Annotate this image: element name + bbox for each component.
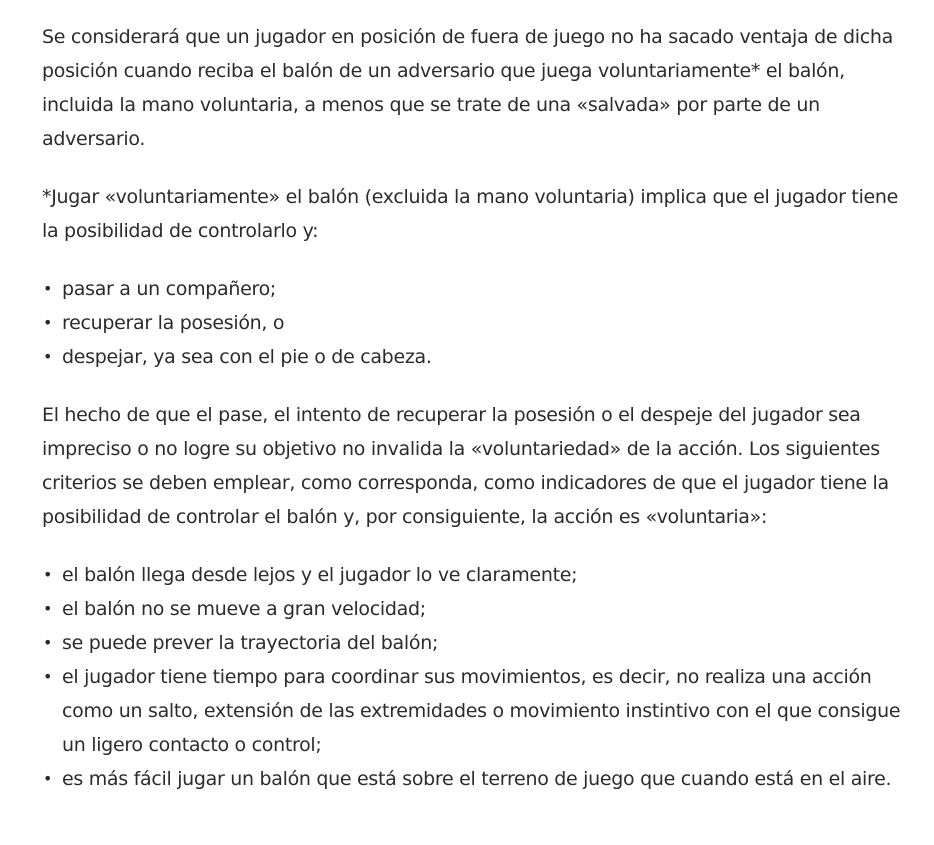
bullet-icon: • <box>43 313 53 332</box>
article-body <box>42 20 902 820</box>
list-item <box>42 660 902 762</box>
voluntary-criteria-list <box>42 558 902 796</box>
list-item-text: despejar, ya sea con el pie o de cabeza. <box>62 346 432 368</box>
list-item-text: el jugador tiene tiempo para coordinar sus movimientos, es decir, no realiza una acción como un salto, extensión de las extremidades o movimiento instintivo con el que consigue un ligero contacto o control; <box>62 666 901 756</box>
bullet-icon: • <box>43 347 53 366</box>
list-item <box>42 626 902 660</box>
paragraph-voluntary-criteria: El hecho de que el pase, el intento de recuperar la posesión o el despeje del jugador sea impreciso o no logre su objetivo no invalida la «voluntariedad» de la acción. Los siguientes criterios se deben emplear, como corresponda, como indicadores de que el jugador tiene la posibilidad de controlar el balón y, por consiguiente, la acción es «voluntaria»: <box>42 404 889 528</box>
paragraph-offside-advantage: Se considerará que un jugador en posición de fuera de juego no ha sacado ventaja de dicha posición cuando reciba el balón de un adversario que juega voluntariamente* el balón, incluida la mano voluntaria, a menos que se trate de una «salvada» por parte de un adversario. <box>42 26 893 150</box>
bullet-icon: • <box>43 633 53 652</box>
list-item-text: el balón llega desde lejos y el jugador lo ve claramente; <box>62 564 578 586</box>
list-item <box>42 762 902 796</box>
bullet-icon: • <box>43 599 53 618</box>
bullet-icon: • <box>43 565 53 584</box>
deliberate-play-options-list <box>42 272 902 374</box>
list-item-text: pasar a un compañero; <box>62 278 277 300</box>
list-item <box>42 272 902 306</box>
list-item-text: se puede prever la trayectoria del balón; <box>62 632 439 654</box>
list-item <box>42 340 902 374</box>
list-item-text: el balón no se mueve a gran velocidad; <box>62 598 426 620</box>
bullet-icon: • <box>43 667 53 686</box>
bullet-icon: • <box>43 279 53 298</box>
list-item <box>42 558 902 592</box>
bullet-icon: • <box>43 769 53 788</box>
list-item <box>42 592 902 626</box>
list-item-text: es más fácil jugar un balón que está sobre el terreno de juego que cuando está en el aire. <box>62 768 892 790</box>
paragraph-deliberate-play-definition: *Jugar «voluntariamente» el balón (excluida la mano voluntaria) implica que el jugador tiene la posibilidad de controlarlo y: <box>42 186 899 242</box>
list-item-text: recuperar la posesión, o <box>62 312 285 334</box>
list-item <box>42 306 902 340</box>
